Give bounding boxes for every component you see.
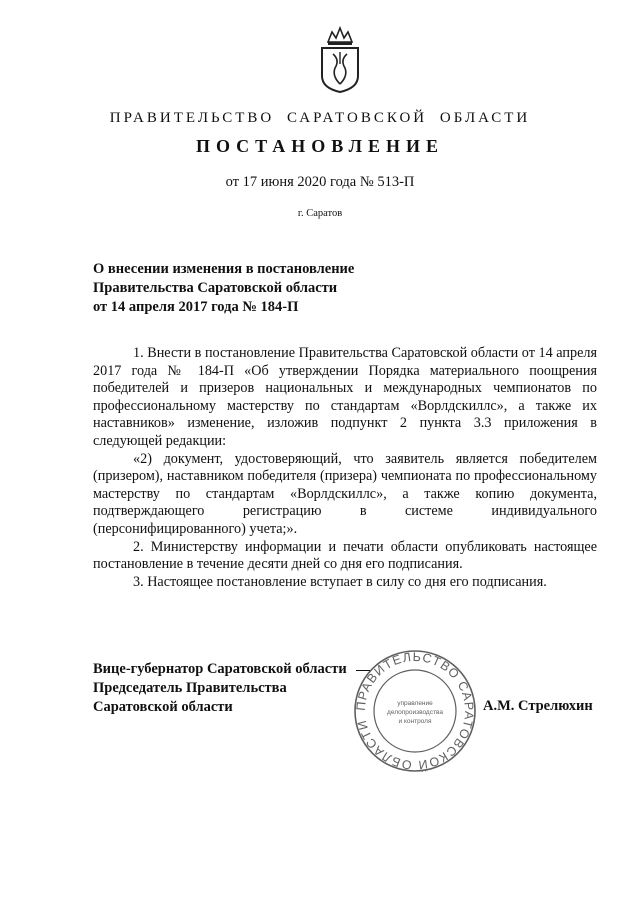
document-type: ПОСТАНОВЛЕНИЕ xyxy=(195,136,445,156)
seal-inner-line-3: и контроля xyxy=(398,718,432,725)
official-seal-stamp xyxy=(352,648,478,774)
signatory-line-3: Саратовской области xyxy=(93,699,233,715)
subject-line-2: Правительства Саратовской области xyxy=(93,280,338,296)
subject-line-3: от 14 апреля 2017 года № 184-П xyxy=(93,299,299,315)
signatory-name: А.М. Стрелюхин xyxy=(483,698,593,714)
document-body xyxy=(93,345,597,591)
body-paragraph-4: 3. Настоящее постановление вступает в силу со дня его подписания. xyxy=(133,573,547,590)
subject-line-1: О внесении изменения в постановление xyxy=(93,261,355,277)
document-date-number: от 17 июня 2020 года № 513-П xyxy=(225,174,415,190)
seal-ring-text: ПРАВИТЕЛЬСТВО САРАТОВСКОЙ ОБЛАСТИ xyxy=(353,649,477,773)
body-paragraph-2: «2) документ, удостоверяющий, что заявитель является победителем (призером), наставником победителя (призера) чемпионата по профессиональному мастерству по стандартам «Ворлдскиллс», а также копию документа, подтверждающего регистрацию в системе индивидуального (персонифицированного) учета;». xyxy=(93,450,597,537)
seal-inner-line-1: управление xyxy=(397,700,433,707)
signatory-line-2: Председатель Правительства xyxy=(93,680,287,696)
coat-of-arms-icon xyxy=(318,24,362,94)
body-paragraph-3: 2. Министерству информации и печати области опубликовать настоящее постановление в течение десяти дней со дня его подписания. xyxy=(93,538,597,573)
document-city: г. Саратов xyxy=(297,208,343,219)
document-subject xyxy=(93,260,413,317)
signatory-title xyxy=(93,660,393,717)
government-name: ПРАВИТЕЛЬСТВО САРАТОВСКОЙ ОБЛАСТИ xyxy=(109,110,531,126)
seal-inner-line-2: делопроизводства xyxy=(387,709,443,716)
signatory-line-1: Вице-губернатор Саратовской области xyxy=(93,661,347,677)
body-paragraph-1: 1. Внести в постановление Правительства Саратовской области от 14 апреля 2017 года № 184-П «Об утверждении Порядка материального поощрения победителей и призеров национальных и международных чемпионатов по профессиональному мастерству по стандартам «Ворлдскиллс», а также их наставников» изменение, изложив подпункт 2 пункта 3.3 приложения в следующей редакции: xyxy=(93,345,597,449)
